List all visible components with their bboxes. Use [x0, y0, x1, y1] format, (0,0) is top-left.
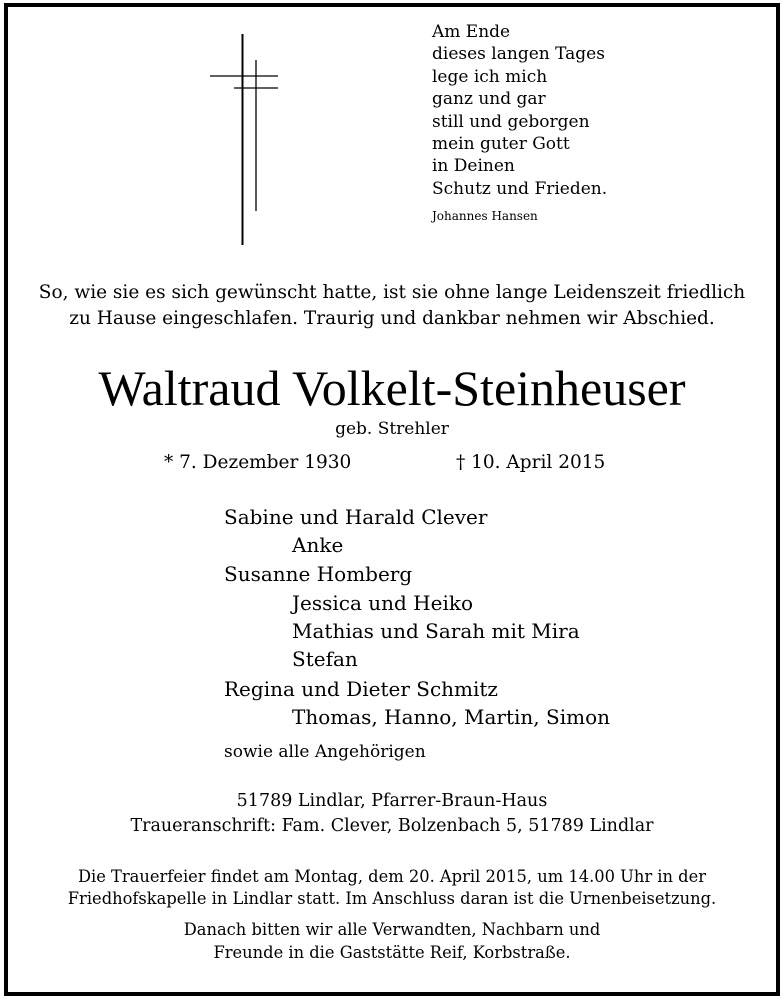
poem [432, 21, 607, 200]
address-line-2: Traueranschrift: Fam. Clever, Bolzenbach 5, 51789 Lindlar [130, 816, 654, 836]
poem-line: in Deinen [432, 156, 515, 177]
service-line-2: Friedhofskapelle in Lindlar statt. Im Anschluss daran ist die Urnenbeisetzung. [67, 889, 717, 908]
intro-line-1: So, wie sie es sich gewünscht hatte, ist sie ohne lange Leidenszeit friedlich [38, 282, 746, 303]
invitation-line-2: Freunde in die Gaststätte Reif, Korbstraße. [213, 943, 571, 962]
birth-name: geb. Strehler [335, 419, 449, 439]
birth-date: * 7. Dezember 1930 [164, 452, 352, 473]
deceased-name: Waltraud Volkelt-Steinheuser [98, 360, 686, 416]
poem-line: dieses langen Tages [432, 44, 605, 65]
death-date: † 10. April 2015 [456, 452, 606, 473]
mourner-line: Regina und Dieter Schmitz [224, 677, 498, 701]
other-relatives: sowie alle Angehörigen [224, 742, 426, 762]
poem-line: mein guter Gott [432, 134, 570, 155]
invitation-line-1: Danach bitten wir alle Verwandten, Nachbarn und [183, 920, 601, 939]
service-line-1: Die Trauerfeier findet am Montag, dem 20. April 2015, um 14.00 Uhr in der [77, 867, 707, 886]
poem-line: still und geborgen [432, 111, 590, 132]
mourner-line: Mathias und Sarah mit Mira [292, 619, 580, 643]
mourner-line: Thomas, Hanno, Martin, Simon [292, 705, 610, 729]
intro-line-2: zu Hause eingeschlafen. Traurig und dankbar nehmen wir Abschied. [69, 308, 715, 329]
poem-line: Am Ende [432, 22, 511, 42]
mourner-line: Anke [292, 533, 344, 557]
notice-border [4, 3, 780, 996]
mourner-line: Sabine und Harald Clever [224, 505, 488, 529]
mourner-line: Susanne Homberg [224, 562, 413, 586]
poem-line: Schutz und Frieden. [432, 178, 608, 199]
poem-line: ganz und gar [432, 89, 546, 110]
double-cross-icon [208, 34, 280, 246]
poem-author: Johannes Hansen [432, 209, 538, 223]
mourner-line: Stefan [292, 647, 358, 671]
mourner-line: Jessica und Heiko [292, 591, 474, 615]
poem-line: lege ich mich [432, 66, 548, 87]
address-line-1: 51789 Lindlar, Pfarrer-Braun-Haus [236, 791, 548, 811]
